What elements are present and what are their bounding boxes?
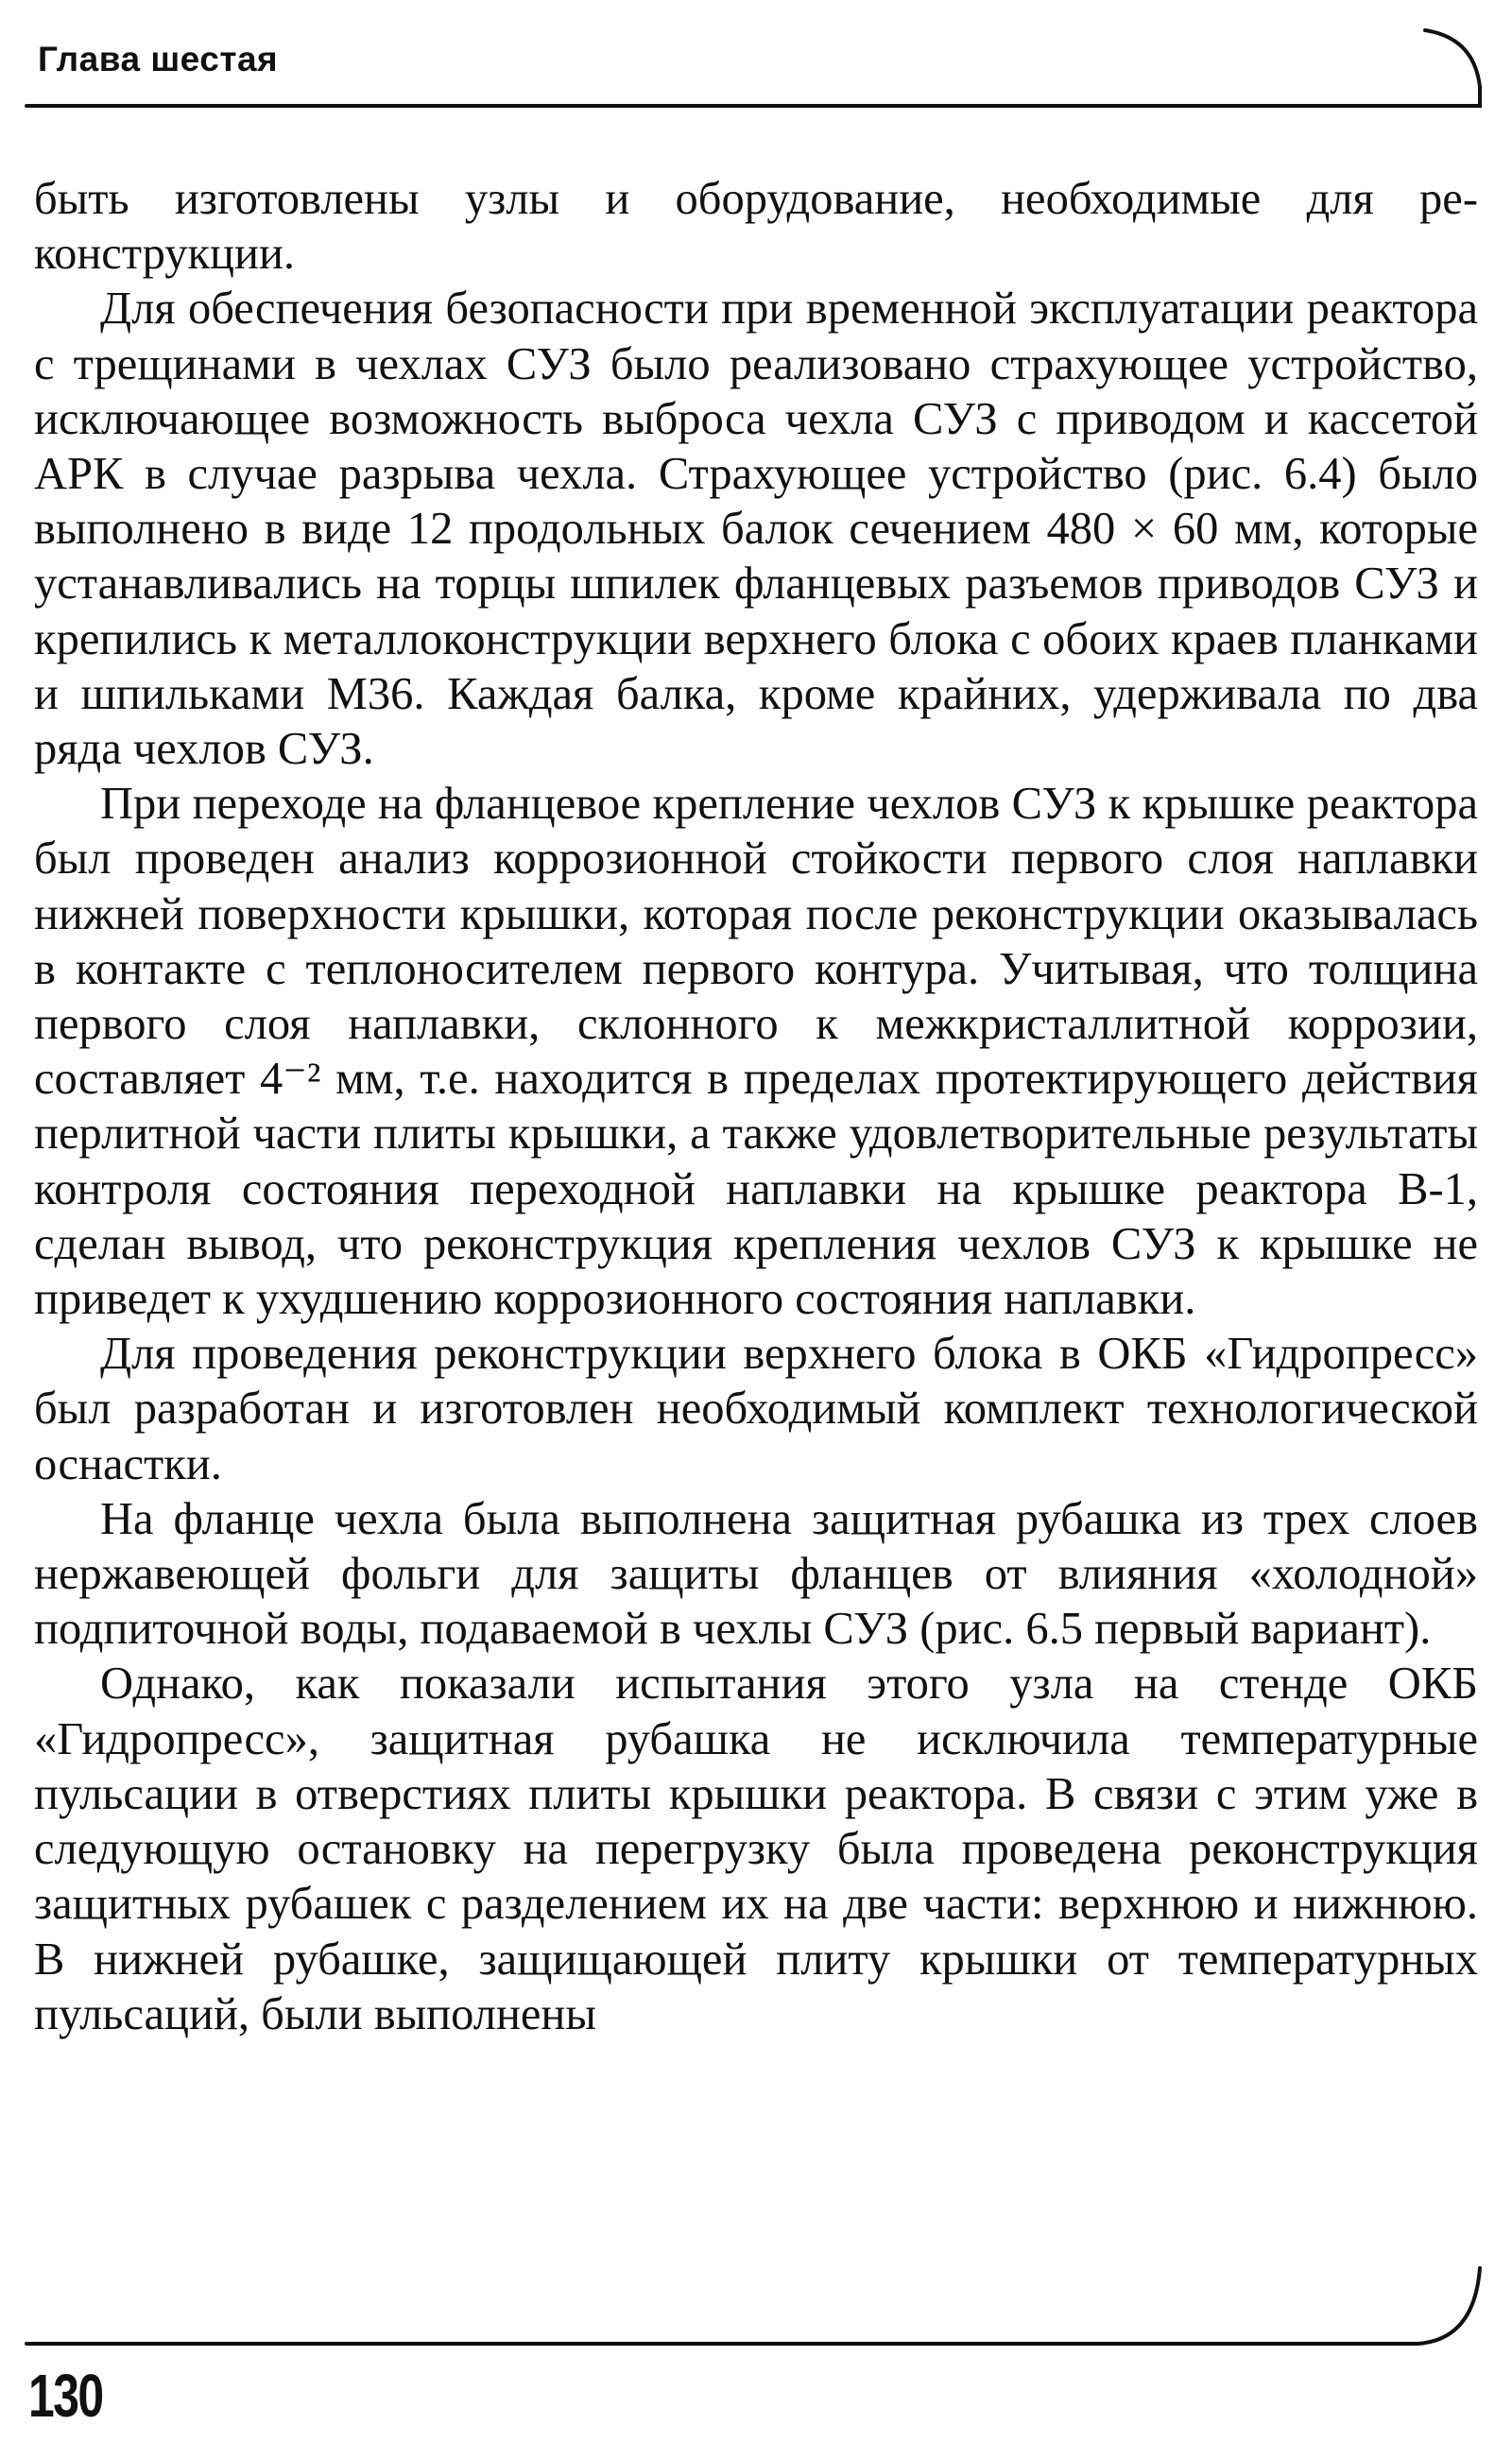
paragraph: Для проведения реконструкции верхнего блока в ОКБ «Гидропресс» был разработан и изготовлен необходимый комплект технологической оснастки.: [34, 1329, 1478, 1489]
paragraph: Однако, как показали испытания этого узла на стенде ОКБ «Гидропресс», защитная рубашка не исключила температурные пульсации в отверстиях плиты крышки реактора. В связи с этим уже в следующую остановку на перегрузку была проведена реконструкция защитных рубашек с разделением их на две части: верхнюю и нижнюю. В нижней рубашке, защищающей плиту крышки от температурных пульсаций, были выполнены: [34, 1659, 1478, 2039]
paragraph: При переходе на фланцевое крепление чехлов СУЗ к крышке реактора был проведен анализ коррозионной стойкости первого слоя наплавки нижней поверхности крышки, которая после реконструкции оказывалась в контакте с теплоносителем первого контура. Учитывая, что толщина первого слоя наплавки, склонного к межкристаллитной коррозии, составляет 4⁻² мм, т.е. находится в пределах протектирующего действия перлитной части плиты крышки, а также удовлетворительные результаты контроля состояния переходной наплавки на крышке реактора В-1, сделан вывод, что реконструкция крепления чехлов СУЗ к крышке не приведет к ухудшению коррозионного состояния наплавки.: [34, 779, 1478, 1325]
body-text: [34, 172, 1478, 2042]
page-number: 130: [28, 2362, 103, 2430]
paragraph: На фланце чехла была выполнена защитная рубашка из трех слоев нержавеющей фольги для защиты фланцев от влияния «холодной» подпиточной воды, подаваемой в чехлы СУЗ (рис. 6.5 первый вариант).: [34, 1493, 1478, 1655]
paragraph: быть изготовлены узлы и оборудование, необходимые для реконструкции.: [34, 174, 1478, 280]
running-head-title: Глава шестая: [38, 40, 279, 78]
footer-rule: [0, 2249, 1512, 2363]
paragraph: Для обеспечения безопасности при временной эксплуатации реактора с трещинами в чехлах СУЗ было реализовано страхующее устройство, исключающее возможность выброса чехла СУЗ с приводом и кассетой АРК в случае разрыва чехла. Страхующее устройство (рис. 6.4) было выполнено в виде 12 продольных балок сечением 480 × 60 мм, которые устанавливались на торцы шпилек фланцевых разъемов приводов СУЗ и крепились к металлоконструкции верхнего блока с обоих краев планками и шпильками М36. Каждая балка, кроме крайних, удерживала по два ряда чехлов СУЗ.: [34, 284, 1478, 775]
